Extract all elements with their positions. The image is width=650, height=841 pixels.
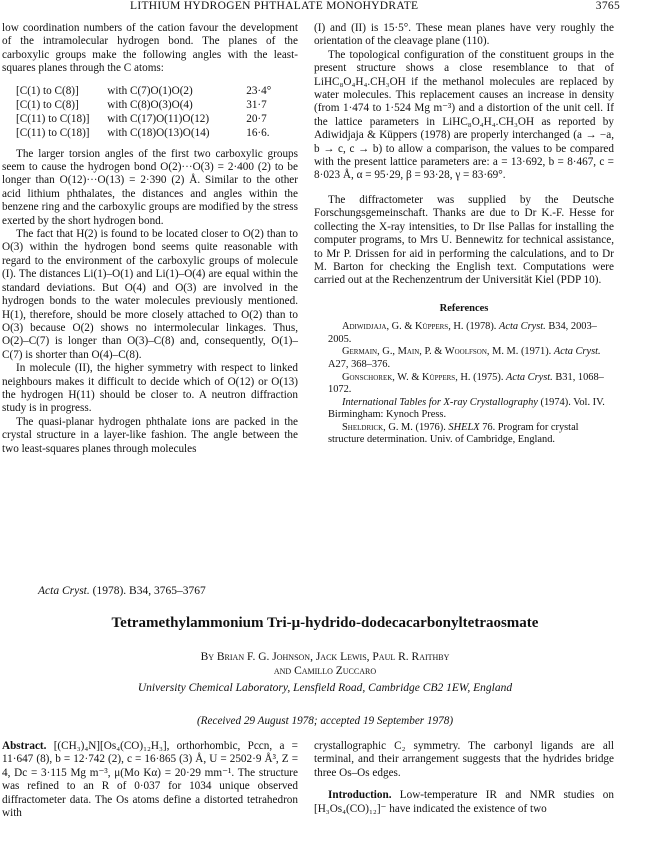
angle-ring: [C(11) to C(18)] bbox=[16, 112, 90, 125]
angle-group: with C(8)O(3)O(4) bbox=[107, 98, 193, 111]
running-title: LITHIUM HYDROGEN PHTHALATE MONOHYDRATE bbox=[130, 0, 419, 12]
introduction-text: Low-temperature IR and NMR studies on [H₃Os₄(CO)₁₂]⁻ have indicated the existence of two bbox=[314, 789, 614, 815]
introduction-label: Introduction. bbox=[328, 789, 392, 802]
reference-item: Sheldrick, G. M. (1976). SHELX 76. Program for crystal structure determination. Univ. of Cambridge, England. bbox=[328, 421, 579, 446]
abstract-column bbox=[2, 740, 298, 820]
authors-line: and Camillo Zuccaro bbox=[273, 665, 377, 677]
angle-ring: [C(1) to C(8)] bbox=[16, 84, 79, 97]
angle-value: 31·7 bbox=[246, 98, 267, 111]
running-header bbox=[0, 0, 650, 14]
reference-item: Gonschorek, W. & Küppers, H. (1975). Acta Cryst. B31, 1068–1072. bbox=[328, 371, 604, 396]
left-column bbox=[2, 22, 298, 456]
paragraph: The larger torsion angles of the first two carboxylic groups seem to cause the hydrogen bond O(2)···O(3) = 2·400 (2) to be longer than O(12)···O(13) = 2·390 (2) Å. Similar to the other acid lithium phthalates, the distances and angles within the benzene ring and the carboxylic groups are modified by the stress exerted by the short hydrogen bond. bbox=[2, 147, 298, 227]
angle-value: 16·6. bbox=[246, 126, 270, 139]
abstract bbox=[2, 740, 298, 820]
angle-row bbox=[16, 98, 276, 112]
reference-list bbox=[314, 321, 614, 447]
angle-group: with C(7)O(1)O(2) bbox=[107, 84, 193, 97]
paragraph: low coordination numbers of the cation favour the development of the intramolecular hydrogen bond. The planes of the carboxylic groups make the following angles with the least-squares planes through the C atoms: bbox=[2, 22, 298, 75]
abstract-text: [(CH₃)₄N][Os₄(CO)₁₂H₃], orthorhombic, Pccn, a = 11·647 (8), b = 12·742 (2), c = 16·865 (3) Å, U = 2502·9 Å³, Z = 4, Dc = 3·115 Mg m⁻³, μ(Mo Kα) = 20·29 mm⁻¹. The structure was refined to an R of 0·037 for 1034 unique observed diffractometer data. The Os atoms define a distorted tetrahedron with bbox=[2, 740, 298, 820]
angle-group: with C(18)O(13)O(14) bbox=[107, 126, 210, 139]
affiliation: University Chemical Laboratory, Lensfield Road, Cambridge CB2 1EW, England bbox=[137, 682, 513, 694]
paragraph: The fact that H(2) is found to be located closer to O(2) than to O(3) within the hydrogen bond seems quite reasonable with regard to the environment of the carboxylic groups of molecule (I). The distances Li(1)–O(1) and Li(1)–O(4) are equal within the standard deviations. But O(4) and O(3) are involved in the hydrogen bonds to the water molecules previously mentioned. H(1), therefore, should be more closely attached to O(2) than to O(3) because O(2) shows no intermolecular linkages. Thus, O(2)–C(7) is longer than O(3)–C(8) and, consequently, O(1)–C(7) is shorter than O(4)–C(8). bbox=[2, 228, 298, 361]
article-title: Tetramethylammonium Tri-μ-hydrido-dodecacarbonyltetraosmate bbox=[111, 615, 539, 631]
paragraph: The topological configuration of the constituent groups in the present structure shows a close resemblance to that of LiHC₈O₄H₄.CH₃OH if the methanol molecules are replaced by water molecules. This replacement causes an increase in density (from 1·474 to 1·524 Mg m⁻³) and a distortion of the unit cell. If the lattice parameters in LiHC₈O₄H₄.CH₃OH as reported by Adiwidjaja & Küppers (1978) are properly interchanged (a → −a, b → c, c → b) to allow a comparison, the values to be compared with the present lattice parameters are: a = 13·692, b = 8·467, c = 8·023 Å, α = 95·29, β = 93·28, γ = 83·69°. bbox=[314, 48, 614, 182]
received-dates: (Received 29 August 1978; accepted 19 September 1978) bbox=[196, 715, 454, 727]
abstract-continuation: crystallographic C₂ symmetry. The carbonyl ligands are all terminal, and their arrangement suggests that the hydrides bridge three Os–Os edges. bbox=[314, 740, 614, 779]
abstract-continuation-column bbox=[314, 740, 614, 816]
abstract-label: Abstract. bbox=[2, 740, 47, 752]
angle-group: with C(17)O(11)O(12) bbox=[107, 112, 210, 125]
angle-value: 23·4° bbox=[246, 84, 272, 97]
right-column bbox=[314, 22, 614, 447]
author-list bbox=[0, 650, 650, 678]
angle-row bbox=[16, 84, 276, 98]
paragraph: The quasi-planar hydrogen phthalate ions are packed in the crystal structure in a layer-like fashion. The angle between the two least-squares planes through molecules bbox=[2, 415, 298, 455]
reference-item: International Tables for X-ray Crystallography (1974). Vol. IV. Birmingham: Kynoch Press. bbox=[328, 396, 605, 421]
angle-ring: [C(1) to C(8)] bbox=[16, 98, 79, 111]
angle-table bbox=[16, 84, 276, 140]
authors-line: By Brian F. G. Johnson, Jack Lewis, Paul R. Raithby bbox=[200, 651, 450, 663]
page-number: 3765 bbox=[595, 0, 620, 12]
acknowledgements: The diffractometer was supplied by the Deutsche Forschungsgemeinschaft. Thanks are due to Dr K.-F. Hesse for collecting the X-ray intensities, to Dr Ilse Pallas for installing the computer programs, to Mrs U. Bennewitz for technical assistance, to Mr P. Drissen for aid in performing the calculations, and to Dr M. Barton for checking the English text. Computations were carried out at the Rechenzentrum der Universität Kiel (PDP 10). bbox=[314, 193, 614, 287]
angle-ring: [C(11) to C(18)] bbox=[16, 126, 90, 139]
angle-row bbox=[16, 112, 276, 126]
reference-item: Adiwidjaja, G. & Küppers, H. (1978). Acta Cryst. B34, 2003–2005. bbox=[328, 321, 597, 345]
paragraph: (I) and (II) is 15·5°. These mean planes have very roughly the orientation of the cleavage plane (110). bbox=[314, 22, 614, 48]
introduction bbox=[314, 789, 614, 816]
angle-row bbox=[16, 126, 276, 140]
paragraph: In molecule (II), the higher symmetry with respect to linked neighbours makes it difficult to decide which of O(12) or O(13) the hydrogen H(11) should be closer to. A neutron diffraction study is in progress. bbox=[2, 362, 298, 415]
references-heading: References bbox=[439, 302, 489, 314]
angle-value: 20·7 bbox=[246, 112, 267, 125]
reference-item: Germain, G., Main, P. & Woolfson, M. M. (1971). Acta Cryst. A27, 368–376. bbox=[328, 346, 601, 370]
article-citation: Acta Cryst. (1978). B34, 3765–3767 bbox=[38, 585, 206, 597]
